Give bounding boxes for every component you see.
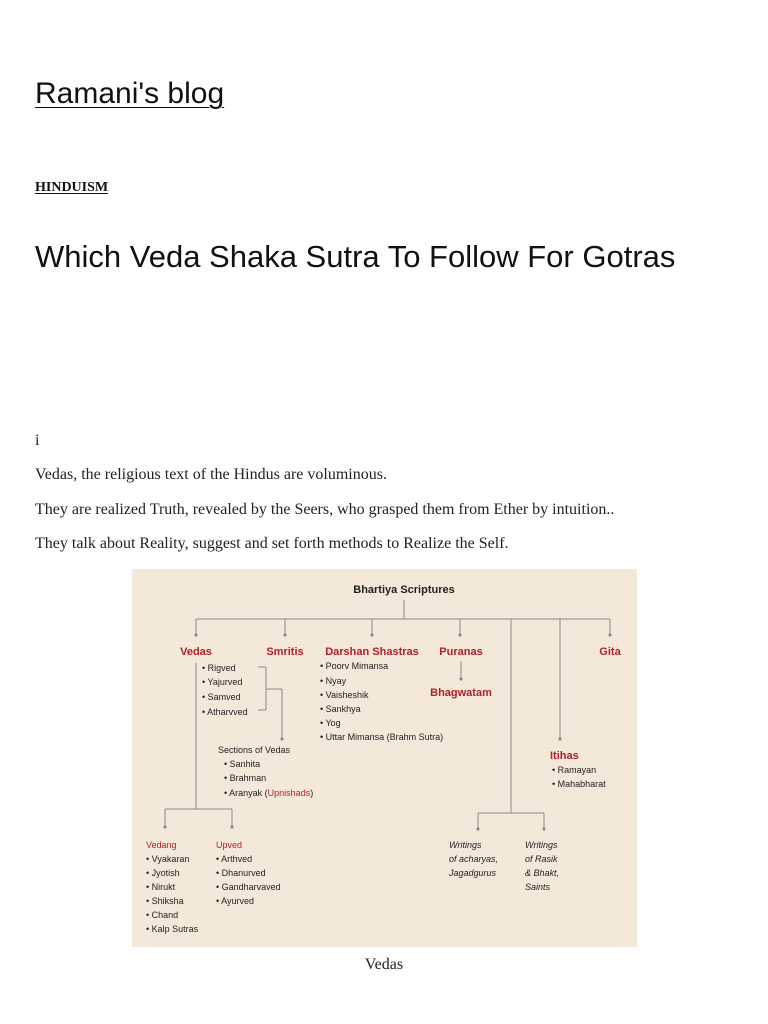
upved-item: • Dhanurved: [216, 868, 266, 878]
bhagwatam-label: Bhagwatam: [430, 687, 492, 699]
sections-item: • Aranyak (Upnishads): [224, 788, 314, 798]
writings-rasik-line: Saints: [525, 882, 551, 892]
upved-item: • Gandharvaved: [216, 882, 281, 892]
itihas-item: • Ramayan: [552, 765, 597, 775]
writings-acharyas-line: of acharyas,: [449, 854, 499, 864]
diagram-root: Bhartiya Scriptures: [353, 584, 455, 596]
vedas-item: • Yajurved: [202, 677, 243, 687]
sections-title: Sections of Vedas: [218, 745, 291, 755]
heading-puranas: Puranas: [439, 646, 483, 658]
writings-acharyas-line: Jagadgurus: [449, 868, 497, 878]
vedang-item: • Jyotish: [146, 868, 180, 878]
sections-item: • Brahman: [224, 773, 267, 783]
upved-item: • Arthved: [216, 854, 253, 864]
paragraph-3: They are realized Truth, revealed by the Seers, who grasped them from Ether by intuition..: [35, 501, 615, 518]
heading-vedang: Vedang: [146, 840, 177, 850]
writings-rasik-line: & Bhakt,: [525, 868, 560, 878]
vedang-item: • Nirukt: [146, 882, 176, 892]
vedas-item: • Atharvved: [202, 707, 248, 717]
site-title[interactable]: Ramani's blog: [35, 77, 225, 110]
vedang-item: • Shiksha: [146, 896, 184, 906]
paragraph-4: They talk about Reality, suggest and set forth methods to Realize the Self.: [35, 535, 509, 552]
upved-item: • Ayurved: [216, 896, 255, 906]
darshan-item: • Sankhya: [320, 704, 361, 714]
heading-darshan-shastras: Darshan Shastras: [325, 646, 419, 658]
vedang-item: • Kalp Sutras: [146, 924, 199, 934]
writings-rasik-line: of Rasik: [525, 854, 558, 864]
darshan-item: • Nyay: [320, 676, 347, 686]
darshan-item: • Vaisheshik: [320, 690, 369, 700]
darshan-item: • Uttar Mimansa (Brahm Sutra): [320, 732, 444, 742]
vedas-item: • Samved: [202, 692, 241, 702]
heading-upved: Upved: [216, 840, 243, 850]
paragraph-1: i: [35, 432, 40, 449]
sections-item: • Sanhita: [224, 759, 261, 769]
writings-rasik-line: Writings: [525, 840, 558, 850]
writings-acharyas-line: Writings: [449, 840, 482, 850]
heading-itihas: Itihas: [550, 750, 579, 762]
darshan-item: • Yog: [320, 718, 341, 728]
itihas-item: • Mahabharat: [552, 779, 606, 789]
category-link[interactable]: HINDUISM: [35, 180, 109, 195]
vedas-item: • Rigved: [202, 663, 236, 673]
darshan-item: • Poorv Mimansa: [320, 661, 389, 671]
heading-vedas: Vedas: [180, 646, 212, 658]
heading-gita: Gita: [599, 646, 621, 658]
paragraph-2: Vedas, the religious text of the Hindus are voluminous.: [35, 466, 387, 483]
heading-smritis: Smritis: [266, 646, 304, 658]
scriptures-diagram-image: [132, 569, 637, 947]
figure-caption: Vedas: [364, 956, 404, 973]
post-title: Which Veda Shaka Sutra To Follow For Gotras: [35, 239, 676, 274]
vedang-item: • Chand: [146, 910, 179, 920]
vedang-item: • Vyakaran: [146, 854, 190, 864]
